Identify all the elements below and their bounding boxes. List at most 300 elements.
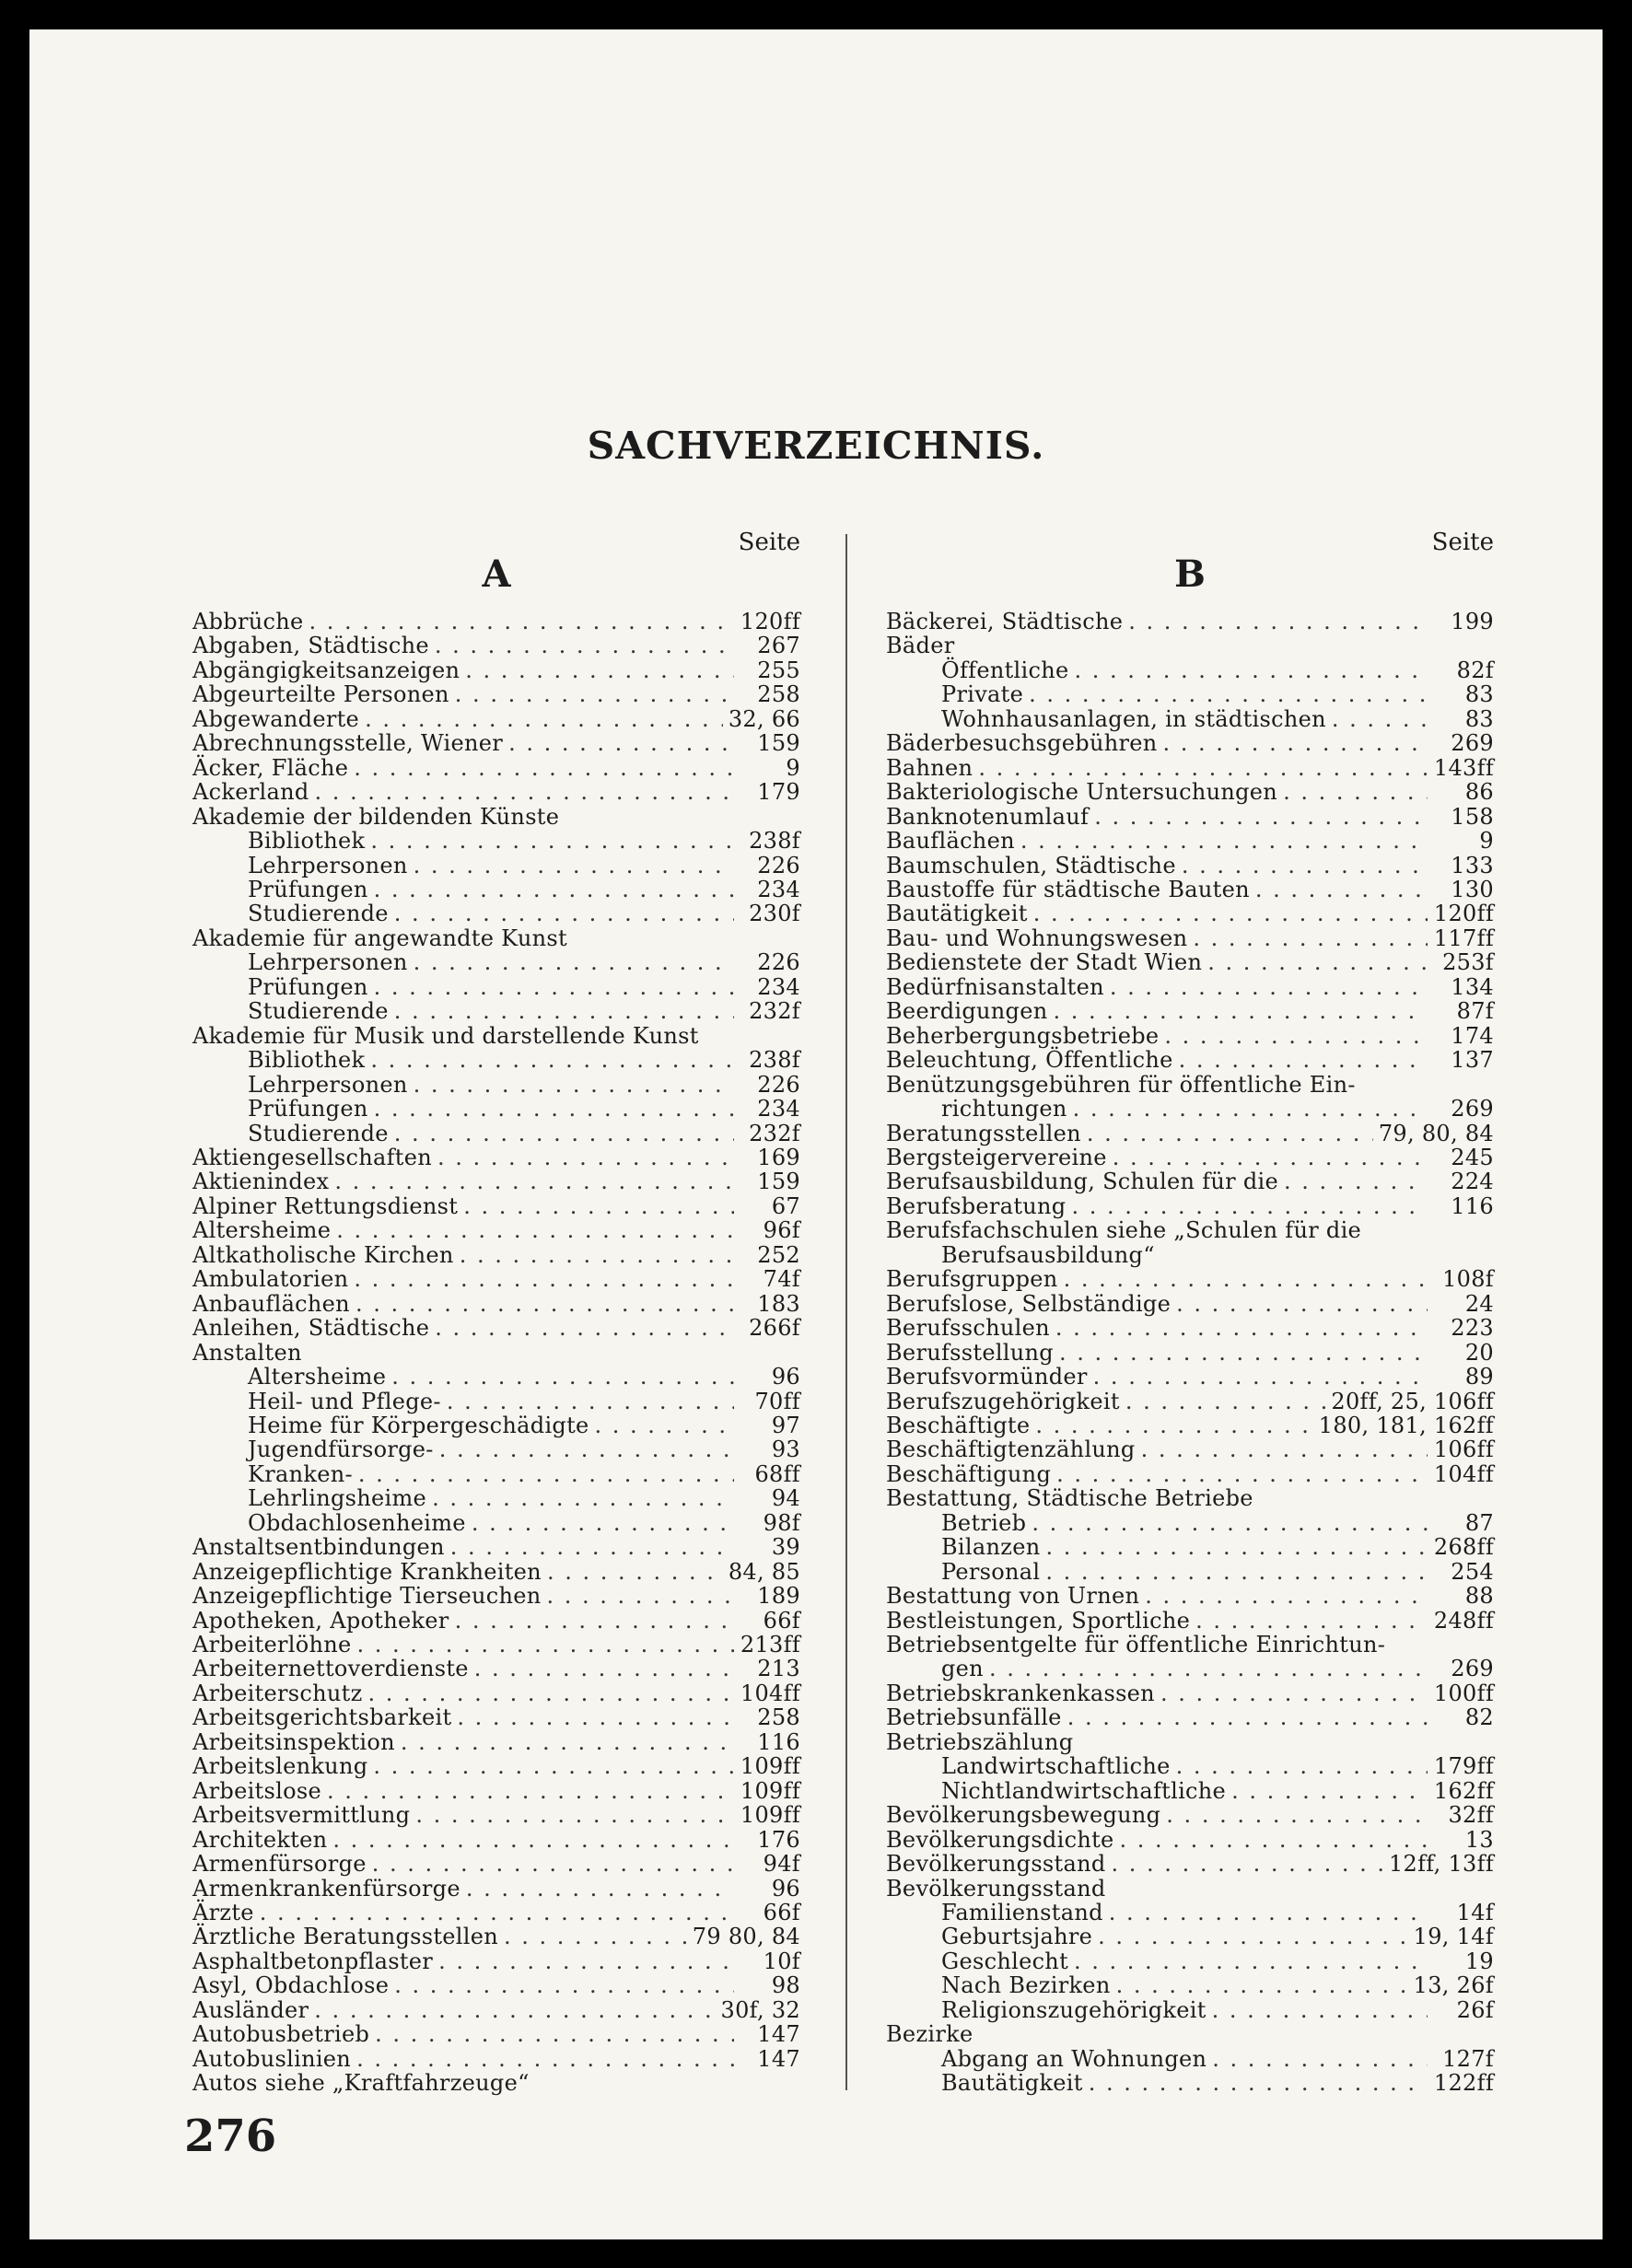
dot-leader — [374, 878, 734, 901]
dot-leader — [1283, 780, 1428, 804]
dot-leader — [1109, 1901, 1428, 1925]
entry-page: 87 — [1464, 1509, 1494, 1536]
index-entry — [886, 1779, 1494, 1803]
entry-term: Bevölkerungsdichte — [886, 1826, 1114, 1853]
dot-leader — [1073, 1097, 1428, 1121]
dot-leader — [466, 1877, 734, 1901]
entry-page: 255 — [757, 657, 800, 683]
entry-term: Anleihen, Städtische — [192, 1315, 430, 1342]
dot-leader — [1179, 1048, 1428, 1072]
index-entry — [886, 1852, 1494, 1876]
index-entry — [192, 1779, 800, 1803]
entry-term: Altersheime — [192, 1217, 332, 1244]
entry-term: Bevölkerungsstand — [886, 1875, 1106, 1902]
entry-page: 248ff — [1433, 1607, 1494, 1634]
dot-leader — [435, 634, 734, 657]
entry-page: 24 — [1464, 1290, 1494, 1317]
entry-page: 122ff — [1433, 2070, 1494, 2097]
dot-leader — [1029, 682, 1428, 706]
dot-leader — [1064, 1267, 1428, 1291]
index-entry — [886, 1877, 1494, 1901]
entry-term: Religionszugehörigkeit — [941, 1996, 1207, 2023]
entry-term: Abgewanderte — [192, 705, 360, 732]
entry-term: Studierende — [248, 901, 389, 927]
dot-leader — [504, 1925, 687, 1948]
index-entry — [192, 1267, 800, 1291]
entry-page: 120ff — [1433, 901, 1494, 927]
index-entry — [886, 1024, 1494, 1048]
index-entry — [886, 1754, 1494, 1778]
entry-term: Bibliothek — [248, 1047, 366, 1074]
column-divider — [845, 534, 847, 2090]
dot-leader — [314, 1998, 715, 2022]
entry-term: Anstaltsentbindungen — [192, 1534, 445, 1561]
dot-leader — [414, 854, 734, 878]
index-entry — [886, 1048, 1494, 1072]
dot-leader — [547, 1560, 723, 1584]
index-entry — [886, 1633, 1494, 1657]
dot-leader — [414, 1073, 734, 1097]
dot-leader — [415, 1803, 734, 1827]
entry-term: Baustoffe für städtische Bauten — [886, 876, 1250, 902]
entry-page: 266f — [749, 1315, 800, 1342]
entry-page: 87f — [1456, 998, 1494, 1025]
entry-term: Ärzte — [192, 1900, 254, 1926]
entry-term: Bedienstete der Stadt Wien — [886, 949, 1203, 976]
entry-term: Betriebszählung — [886, 1728, 1074, 1755]
dot-leader — [309, 610, 735, 634]
entry-term: Bautätigkeit — [941, 2070, 1083, 2097]
entry-term: Arbeitsgerichtsbarkeit — [192, 1704, 452, 1731]
index-entry — [192, 1146, 800, 1169]
index-entries — [192, 610, 800, 2096]
index-entry — [192, 1609, 800, 1633]
index-entry — [192, 901, 800, 925]
entry-page: 179 — [757, 779, 800, 806]
entry-term: Bauflächen — [886, 828, 1015, 855]
index-entry — [886, 1925, 1494, 1948]
index-entry — [886, 1194, 1494, 1218]
entry-page: 86 — [1464, 779, 1494, 806]
index-entry — [192, 1877, 800, 1901]
entry-page: 130 — [1451, 876, 1494, 902]
entry-page: 226 — [757, 1071, 800, 1098]
dot-leader — [547, 1584, 735, 1608]
entry-page: 19 — [1464, 1948, 1494, 1974]
dot-leader — [391, 1365, 734, 1389]
dot-leader — [365, 707, 723, 731]
entry-term: Berufslose, Selbständige — [886, 1290, 1172, 1317]
entry-page: 269 — [1451, 1656, 1494, 1682]
entry-page: 70ff — [754, 1388, 800, 1414]
entry-page: 109ff — [740, 1753, 800, 1780]
entry-term: Bibliothek — [248, 828, 366, 855]
entry-page: 226 — [757, 852, 800, 878]
entry-term: Bestattung, Städtische Betriebe — [886, 1485, 1253, 1512]
dot-leader — [1195, 1609, 1428, 1633]
entry-term: Bestleistungen, Sportliche — [886, 1607, 1191, 1634]
index-entry — [886, 1365, 1494, 1389]
dot-leader — [370, 829, 734, 853]
dot-leader — [1166, 1803, 1428, 1827]
index-entry — [192, 1024, 800, 1048]
dot-leader — [370, 1048, 734, 1072]
section-letter: B — [1174, 552, 1206, 596]
page-title: SACHVERZEICHNIS. — [587, 424, 1045, 468]
entry-page: 82 — [1464, 1704, 1494, 1731]
index-entry — [192, 756, 800, 780]
entry-page: 183 — [757, 1290, 800, 1317]
dot-leader — [1056, 1462, 1428, 1486]
entry-term: Altersheime — [248, 1364, 387, 1390]
index-entry — [192, 1852, 800, 1876]
index-entry — [192, 1097, 800, 1121]
index-entry — [192, 1292, 800, 1316]
entry-term: Beherbergungsbetriebe — [886, 1022, 1160, 1049]
dot-leader — [1128, 610, 1428, 634]
index-entry — [886, 610, 1494, 634]
entry-page: 213 — [757, 1656, 800, 1682]
index-entry — [886, 1584, 1494, 1608]
entry-term: Akademie der bildenden Künste — [192, 803, 560, 830]
entry-term: Ärztliche Beratungsstellen — [192, 1924, 499, 1950]
dot-leader — [1033, 901, 1428, 925]
index-entry — [192, 854, 800, 878]
entry-page: 98 — [771, 1972, 800, 1999]
index-entry — [192, 1511, 800, 1535]
index-entry — [886, 707, 1494, 731]
index-entry — [886, 1462, 1494, 1486]
dot-leader — [1098, 1925, 1408, 1948]
index-entry — [886, 1511, 1494, 1535]
entry-term: Bäckerei, Städtische — [886, 609, 1124, 634]
entry-term: Berufsschulen — [886, 1315, 1050, 1342]
entry-page: 174 — [1451, 1022, 1494, 1049]
entry-term: Anzeigepflichtige Tierseuchen — [192, 1583, 542, 1610]
index-entry — [192, 1486, 800, 1510]
dot-leader — [1193, 926, 1428, 950]
index-entry — [886, 926, 1494, 950]
entry-term: Alpiner Rettungsdienst — [192, 1192, 459, 1219]
index-entry — [192, 1365, 800, 1389]
index-entry — [192, 975, 800, 999]
index-entry — [886, 2071, 1494, 2095]
dot-leader — [414, 950, 734, 974]
entry-term: Äcker, Fläche — [192, 754, 349, 781]
entry-term: Familienstand — [941, 1900, 1103, 1926]
entry-term: Arbeiterschutz — [192, 1680, 363, 1706]
dot-leader — [1160, 1681, 1428, 1705]
index-entry — [192, 950, 800, 974]
index-entry — [192, 1657, 800, 1681]
entry-page: 83 — [1464, 681, 1494, 708]
dot-leader — [334, 1169, 734, 1193]
dot-leader — [432, 1486, 734, 1510]
dot-leader — [374, 975, 734, 999]
seite-label: Seite — [1431, 529, 1494, 556]
entry-page: 232f — [749, 998, 800, 1025]
entry-page: 234 — [757, 876, 800, 902]
index-entry — [886, 805, 1494, 829]
dot-leader — [1212, 2047, 1428, 2071]
index-entry — [192, 1803, 800, 1827]
dot-leader — [1113, 1146, 1428, 1169]
dot-leader — [1176, 1292, 1428, 1316]
entry-page: 83 — [1464, 705, 1494, 732]
entry-page: 20ff, 25, 106ff — [1331, 1388, 1494, 1414]
index-entry — [192, 731, 800, 755]
dot-leader — [368, 1681, 734, 1705]
index-entry — [192, 1243, 800, 1267]
index-entry — [886, 1413, 1494, 1437]
entry-term: Altkatholische Kirchen — [192, 1241, 454, 1268]
index-entry — [886, 1949, 1494, 1973]
dot-leader — [1055, 1316, 1428, 1340]
entry-term: Bezirke — [886, 2021, 973, 2048]
entry-page: 96f — [763, 1217, 800, 1244]
dot-leader — [1032, 1511, 1428, 1535]
dot-leader — [1141, 1437, 1428, 1461]
entry-page: 116 — [757, 1728, 800, 1755]
entry-term: Beleuchtung, Öffentliche — [886, 1047, 1173, 1074]
entry-page: 9 — [1479, 828, 1494, 855]
entry-page: 158 — [1451, 803, 1494, 830]
index-entry — [886, 1998, 1494, 2022]
entry-page: 104ff — [1433, 1460, 1494, 1487]
dot-leader — [1094, 805, 1428, 829]
entry-term: Lehrpersonen — [248, 1071, 408, 1098]
entry-page: 176 — [757, 1826, 800, 1853]
dot-leader — [1110, 975, 1428, 999]
index-entry — [886, 1267, 1494, 1291]
index-entry — [192, 1048, 800, 1072]
index-entry — [886, 1803, 1494, 1827]
dot-leader — [465, 658, 734, 682]
dot-leader — [354, 756, 734, 780]
entry-term: Betriebsentgelte für öffentliche Einrichtun- — [886, 1632, 1386, 1658]
entry-page: 267 — [757, 633, 800, 659]
dot-leader — [455, 1609, 734, 1633]
index-entry — [886, 682, 1494, 706]
dot-leader — [978, 756, 1428, 780]
entry-term: Architekten — [192, 1826, 328, 1853]
index-entry — [192, 1218, 800, 1242]
index-entry — [192, 658, 800, 682]
entry-page: 253f — [1442, 949, 1494, 976]
index-entry — [886, 999, 1494, 1023]
entry-term: Geburtsjahre — [941, 1924, 1093, 1950]
entry-term: Arbeitsinspektion — [192, 1728, 395, 1755]
entry-term: Arbeitslenkung — [192, 1753, 368, 1780]
entry-page: 230f — [749, 901, 800, 927]
index-entry — [192, 1973, 800, 1997]
dot-leader — [1212, 1998, 1428, 2022]
dot-leader — [460, 1243, 734, 1267]
index-entry — [192, 1073, 800, 1097]
dot-leader — [457, 1705, 734, 1729]
entry-term: Berufsstellung — [886, 1339, 1054, 1366]
entry-page: 82f — [1456, 657, 1494, 683]
index-entry — [886, 1560, 1494, 1584]
entry-page: 68ff — [754, 1460, 800, 1487]
entry-page: 143ff — [1433, 754, 1494, 781]
entry-page: 159 — [757, 730, 800, 757]
dot-leader — [394, 901, 734, 925]
dot-leader — [989, 1657, 1428, 1681]
index-entry — [886, 1341, 1494, 1365]
index-entry — [886, 1705, 1494, 1729]
index-entry — [192, 1413, 800, 1437]
dot-leader — [439, 1437, 734, 1461]
entry-term: Bedürfnisanstalten — [886, 973, 1104, 1000]
entry-page: 30f, 32 — [720, 1996, 800, 2023]
entry-page: 96 — [771, 1364, 800, 1390]
dot-leader — [437, 1146, 734, 1169]
dot-leader — [356, 2047, 734, 2071]
entry-page: 133 — [1451, 852, 1494, 878]
entry-page: 189 — [757, 1583, 800, 1610]
entry-page: 254 — [1451, 1558, 1494, 1585]
entry-page: 20 — [1464, 1339, 1494, 1366]
index-entry — [192, 1122, 800, 1146]
entry-term: Ackerland — [192, 779, 309, 806]
entry-term: Nichtlandwirtschaftliche — [941, 1777, 1227, 1804]
entry-page: 94f — [763, 1851, 800, 1878]
entry-term: Ausländer — [192, 1996, 309, 2023]
entry-term: Apotheken, Apotheker — [192, 1607, 449, 1634]
entry-page: 127f — [1442, 2045, 1494, 2072]
index-entry — [886, 975, 1494, 999]
entry-term: gen — [941, 1656, 984, 1682]
index-entry — [192, 1462, 800, 1486]
index-entry — [886, 1657, 1494, 1681]
entry-term: Berufsberatung — [886, 1192, 1067, 1219]
dot-leader — [1332, 707, 1428, 731]
entry-term: Asyl, Obdachlose — [192, 1972, 390, 1999]
dot-leader — [438, 1949, 734, 1973]
entry-term: Beratungsstellen — [886, 1120, 1081, 1146]
entry-page: 234 — [757, 1096, 800, 1122]
dot-leader — [1089, 2071, 1428, 2095]
dot-leader — [354, 1267, 734, 1291]
entry-page: 137 — [1451, 1047, 1494, 1074]
entry-term: Bäderbesuchsgebühren — [886, 730, 1158, 757]
entry-term: Armenkrankenfürsorge — [192, 1875, 460, 1902]
entry-term: Beerdigungen — [886, 998, 1048, 1025]
entry-page: 268ff — [1433, 1534, 1494, 1561]
index-entry — [886, 1097, 1494, 1121]
entry-term: Studierende — [248, 1120, 389, 1146]
entry-term: Nach Bezirken — [941, 1972, 1111, 1999]
index-entry — [192, 634, 800, 657]
index-entry — [886, 1073, 1494, 1097]
entry-page: 109ff — [740, 1777, 800, 1804]
entry-page: 39 — [771, 1534, 800, 1561]
column-header — [192, 527, 800, 610]
index-entry — [886, 1681, 1494, 1705]
entry-term: Bäder — [886, 633, 955, 659]
entry-page: 180, 181, 162ff — [1318, 1412, 1494, 1438]
entry-page: 199 — [1451, 609, 1494, 634]
entry-page: 258 — [757, 1704, 800, 1731]
dot-leader — [358, 1462, 734, 1486]
entry-page: 32, 66 — [728, 705, 800, 732]
entry-page: 66f — [763, 1900, 800, 1926]
index-entry — [886, 950, 1494, 974]
entry-page: 94 — [771, 1485, 800, 1512]
index-entry — [192, 1633, 800, 1657]
entry-term: Berufsgruppen — [886, 1266, 1058, 1293]
dot-leader — [1045, 1560, 1428, 1584]
index-entry — [192, 1901, 800, 1925]
entry-term: Arbeitsvermittlung — [192, 1802, 411, 1829]
entry-page: 89 — [1464, 1364, 1494, 1390]
entry-page: 162ff — [1433, 1777, 1494, 1804]
entry-term: Lehrlingsheime — [248, 1485, 427, 1512]
dot-leader — [474, 1657, 734, 1681]
index-entry — [192, 1535, 800, 1559]
entry-term: Obdachlosenheime — [248, 1509, 466, 1536]
dot-leader — [1207, 950, 1428, 974]
entry-term: Abbrüche — [192, 609, 304, 634]
dot-leader — [1116, 1973, 1408, 1997]
entry-page: 108f — [1442, 1266, 1494, 1293]
index-entry — [192, 1705, 800, 1729]
index-entry — [886, 1390, 1494, 1413]
entry-page: 13, 26f — [1413, 1972, 1494, 1999]
dot-leader — [1020, 829, 1428, 853]
dot-leader — [1255, 878, 1428, 901]
entry-term: Benützungsgebühren für öffentliche Ein- — [886, 1071, 1356, 1098]
index-entry — [886, 1901, 1494, 1925]
entry-term: Banknotenumlauf — [886, 803, 1090, 830]
entry-page: 226 — [757, 949, 800, 976]
index-entry — [886, 1486, 1494, 1510]
entry-term: Baumschulen, Städtische — [886, 852, 1176, 878]
index-entry — [192, 926, 800, 950]
entry-page: 213ff — [740, 1632, 800, 1658]
index-entry — [886, 1122, 1494, 1146]
entry-page: 109ff — [740, 1802, 800, 1829]
seite-label: Seite — [738, 529, 800, 556]
entry-term: Arbeitslose — [192, 1777, 321, 1804]
entry-term: Bahnen — [886, 754, 973, 781]
entry-page: 88 — [1464, 1583, 1494, 1610]
entry-page: 79 80, 84 — [692, 1924, 800, 1950]
entry-term: Berufszugehörigkeit — [886, 1388, 1120, 1414]
entry-page: 12ff, 13ff — [1388, 1851, 1494, 1878]
dot-leader — [450, 1535, 734, 1559]
entry-page: 10f — [763, 1948, 800, 1974]
entry-term: Bestattung von Urnen — [886, 1583, 1140, 1610]
index-entry — [192, 1194, 800, 1218]
section-letter: A — [482, 552, 511, 596]
entry-term: Autobuslinien — [192, 2045, 352, 2072]
dot-leader — [1145, 1584, 1428, 1608]
index-entry — [192, 1754, 800, 1778]
index-entry — [192, 2022, 800, 2046]
index-entry — [192, 829, 800, 853]
dot-leader — [260, 1901, 734, 1925]
entry-term: Geschlecht — [941, 1948, 1069, 1974]
entry-term: Aktiengesellschaften — [192, 1144, 433, 1170]
index-entry — [886, 780, 1494, 804]
dot-leader — [1074, 1949, 1428, 1973]
index-entry — [192, 707, 800, 731]
entry-page: 84, 85 — [728, 1558, 800, 1585]
entry-term: Prüfungen — [248, 973, 368, 1000]
entry-page: 269 — [1451, 730, 1494, 757]
